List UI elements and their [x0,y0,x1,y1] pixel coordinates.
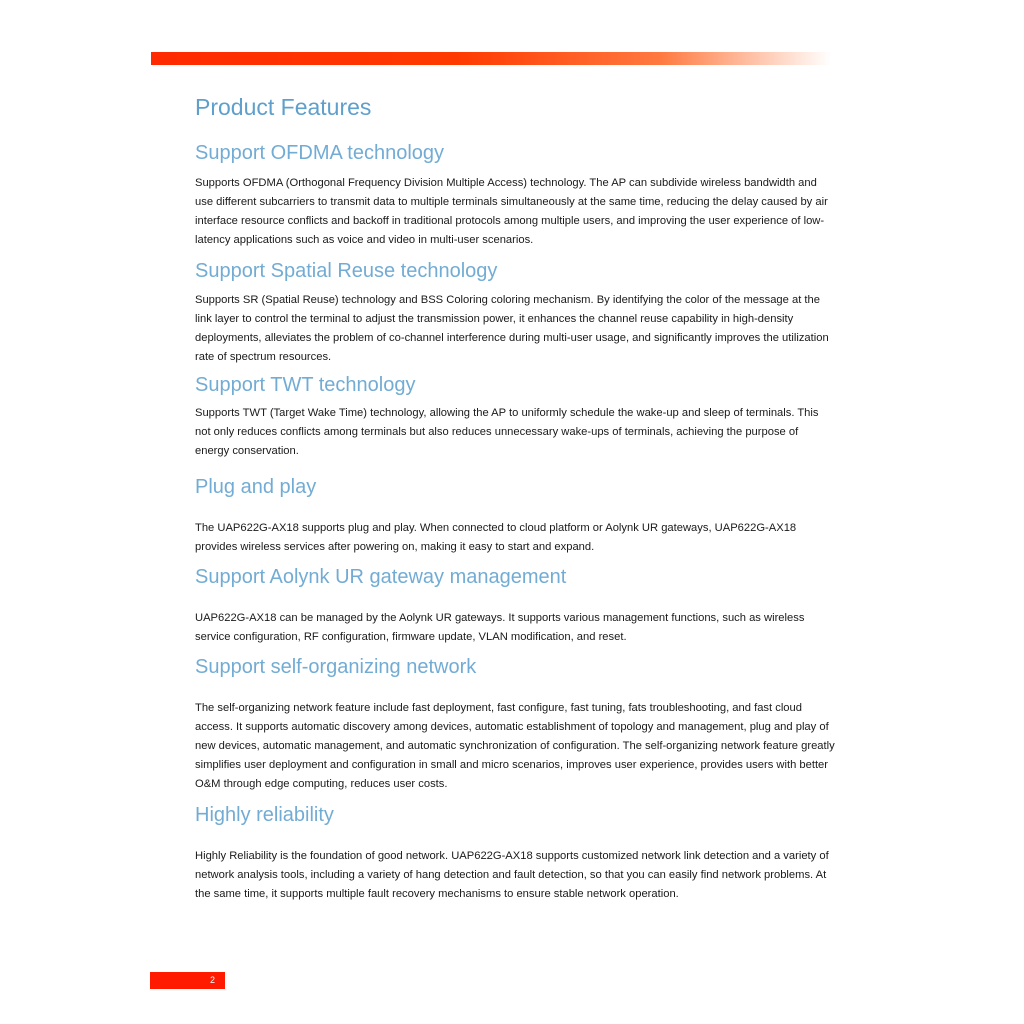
section-spatial-reuse [195,259,835,367]
section-aolynk-management [195,565,835,647]
section-title-spatial-reuse: Support Spatial Reuse technology [195,260,498,282]
section-self-organizing-network [195,655,835,794]
section-body-ofdma: Supports OFDMA (Orthogonal Frequency Division Multiple Access) technology. The AP can subdivide wireless bandwidth and use different subcarriers to transmit data to multiple terminals simultaneously at the same time, reducing the delay caused by air interface resource conflicts and backoff in traditional protocols among multiple users, and improving the user experience of low-latency applications such as voice and video in multi-user scenarios. [195,177,828,246]
section-body-plug-and-play: The UAP622G-AX18 supports plug and play. When connected to cloud platform or Aolynk UR gateways, UAP622G-AX18 provides wireless services after powering on, making it easy to start and expand. [195,522,797,553]
section-body-aolynk-management: UAP622G-AX18 can be managed by the Aolynk UR gateways. It supports various management functions, such as wireless service configuration, RF configuration, firmware update, VLAN modification, and reset. [195,612,805,643]
section-title-twt: Support TWT technology [195,374,416,396]
section-body-twt: Supports TWT (Target Wake Time) technology, allowing the AP to uniformly schedule the wake-up and sleep of terminals. This not only reduces conflicts among terminals but also reduces unnecessary wake-ups of terminals, achieving the purpose of energy conservation. [195,407,819,457]
section-title-high-reliability: Highly reliability [195,804,334,826]
section-plug-and-play [195,475,835,557]
page-number-tab [150,972,225,989]
section-high-reliability [195,803,835,904]
section-twt [195,373,835,461]
section-title-ofdma: Support OFDMA technology [195,142,445,164]
section-body-spatial-reuse: Supports SR (Spatial Reuse) technology and BSS Coloring coloring mechanism. By identifying the color of the message at the link layer to control the terminal to adjust the transmission power, it enhances the channel reuse capability in high-density deployments, alleviates the problem of co-channel interference during multi-user usage, and significantly improves the utilization rate of spectrum resources. [195,294,829,363]
section-body-self-organizing-network: The self-organizing network feature include fast deployment, fast configure, fast tuning, fats troubleshooting, and fast cloud access. It supports automatic discovery among devices, automatic establishment of topology and management, plug and play of new devices, automatic management, and automatic synchronization of configuration. The self-organizing network feature greatly simplifies user deployment and configuration in small and micro scenarios, improves user experience, provides users with better O&M through edge computing, reduces user costs. [195,702,835,790]
section-title-self-organizing-network: Support self-organizing network [195,656,477,678]
section-ofdma [195,141,835,250]
page-number: 2 [209,975,215,985]
header-accent-bar [151,52,831,65]
section-body-high-reliability: Highly Reliability is the foundation of good network. UAP622G-AX18 supports customized network link detection and a variety of network analysis tools, including a variety of hang detection and fault detection, so that you can easily find network problems. At the same time, it supports multiple fault recovery mechanisms to ensure stable network operation. [195,850,829,900]
section-title-plug-and-play: Plug and play [195,476,317,498]
section-title-aolynk-management: Support Aolynk UR gateway management [195,566,567,588]
page-title: Product Features [195,94,372,120]
